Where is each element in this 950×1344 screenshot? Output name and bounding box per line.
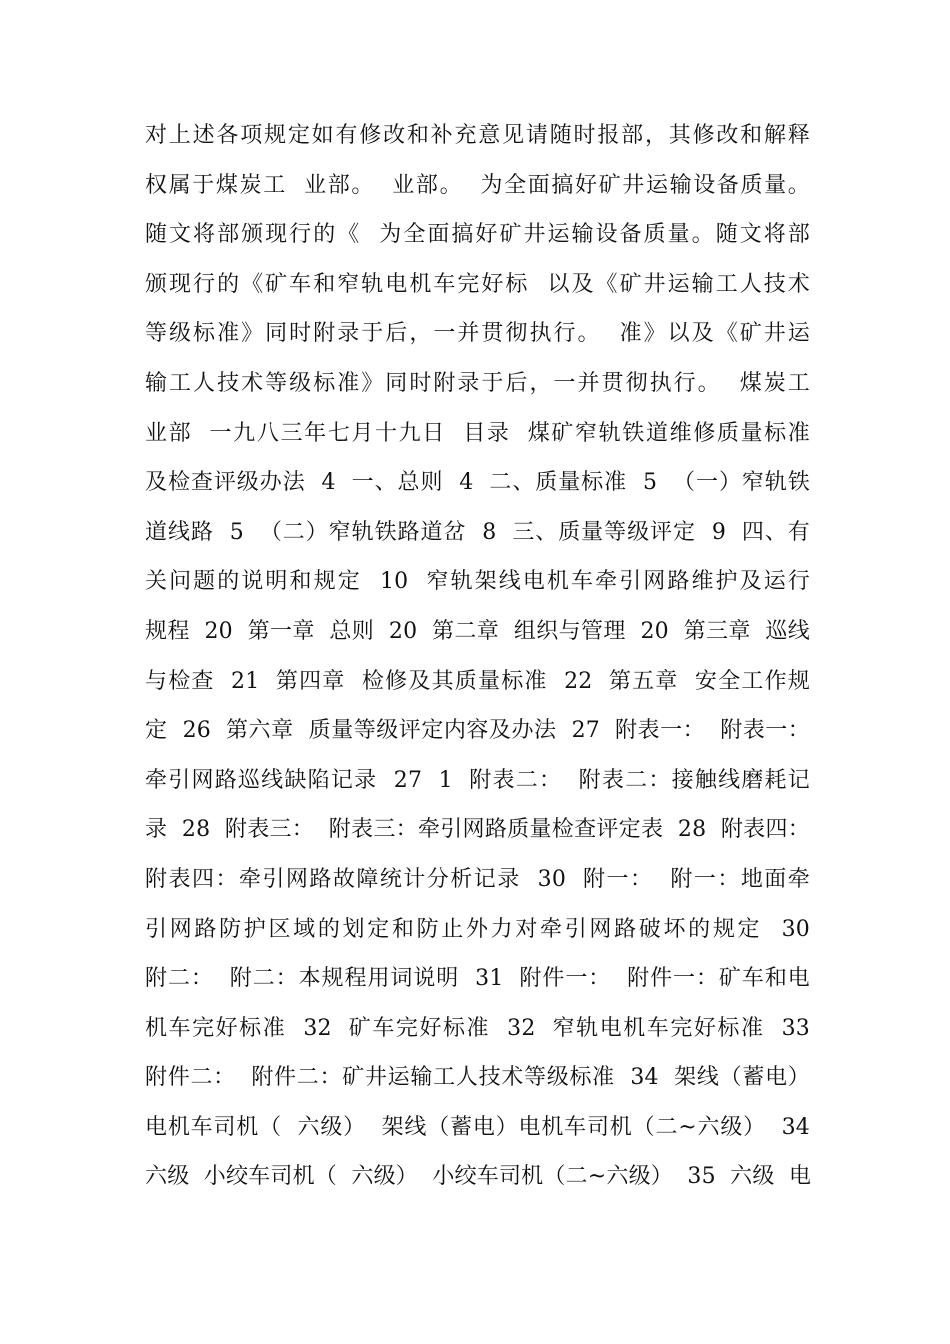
text-line: 颁现行的《矿车和窄轨电机车完好标 以及《矿井运输工人技术 [145, 271, 810, 297]
text-line: 随文将部颁现行的《 为全面搞好矿井运输设备质量。随文将部 [145, 222, 810, 248]
text-line: 附表四：牵引网路故障统计分析记录 30 附一： 附一：地面牵 [145, 866, 810, 892]
text-line: 附二： 附二：本规程用词说明 31 附件一： 附件一：矿车和电 [145, 966, 810, 992]
text-line: 输工人技术等级标准》同时附录于后，一并贯彻执行。 煤炭工 [145, 370, 810, 396]
text-line: 附件二： 附件二：矿井运输工人技术等级标准 34 架线（蓄电） [145, 1065, 810, 1091]
body-text [145, 111, 810, 1202]
text-line: 规程 20 第一章 总则 20 第二章 组织与管理 20 第三章 巡线 [145, 618, 810, 644]
text-line: 道线路 5 （二）窄轨铁路道岔 8 三、质量等级评定 9 四、有 [145, 519, 810, 545]
text-line: 引网路防护区域的划定和防止外力对牵引网路破坏的规定 30 [145, 916, 810, 942]
text-line: 定 26 第六章 质量等级评定内容及办法 27 附表一： 附表一： [145, 718, 810, 744]
text-line: 权属于煤炭工 业部。 业部。 为全面搞好矿井运输设备质量。 [145, 172, 810, 198]
text-line: 等级标准》同时附录于后，一并贯彻执行。 准》以及《矿井运 [145, 321, 810, 347]
text-line: 对上述各项规定如有修改和补充意见请随时报部，其修改和解释 [145, 123, 810, 148]
text-line: 关问题的说明和规定 10 窄轨架线电机车牵引网路维护及运行 [145, 569, 810, 595]
text-line: 六级 小绞车司机（ 六级） 小绞车司机（二~六级） 35 六级 电 [145, 1164, 812, 1190]
text-line: 录 28 附表三： 附表三：牵引网路质量检查评定表 28 附表四： [145, 817, 810, 843]
text-line: 牵引网路巡线缺陷记录 27 1 附表二： 附表二：接触线磨耗记 [145, 767, 810, 793]
text-line: 机车完好标准 32 矿车完好标准 32 窄轨电机车完好标准 33 [145, 1015, 810, 1041]
text-line: 及检查评级办法 4 一、总则 4 二、质量标准 5 （一）窄轨铁 [145, 470, 810, 496]
text-line: 业部 一九八三年七月十九日 目录 煤矿窄轨铁道维修质量标准 [145, 420, 810, 446]
text-line: 与检查 21 第四章 检修及其质量标准 22 第五章 安全工作规 [145, 668, 810, 694]
text-line: 电机车司机（ 六级） 架线（蓄电）电机车司机（二~六级） 34 [145, 1114, 810, 1140]
